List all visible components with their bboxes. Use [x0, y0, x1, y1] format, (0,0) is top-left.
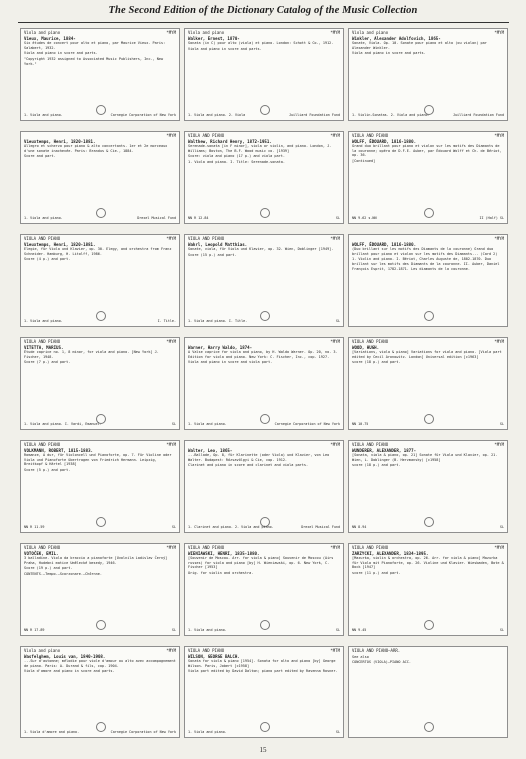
card-line: Viola and piano in score and parts.: [24, 51, 98, 56]
card-line: Score (7 p.) and part.: [24, 360, 71, 365]
card-body: [24, 350, 176, 365]
catalog-card: [348, 234, 508, 327]
catalog-card: [184, 543, 344, 636]
catalog-card: [20, 234, 180, 327]
card-body: [24, 41, 176, 66]
catalog-card: [184, 131, 344, 224]
card-hole: [424, 722, 434, 732]
fund-note: SL: [171, 422, 176, 427]
subject-heading: Viola and piano: [352, 30, 389, 35]
call-number: *MYM: [166, 442, 176, 447]
main-entry: Vieuxtemps, Henri, 1820-1881.: [24, 138, 96, 144]
card-line: (Duo brillant sur les motifs des Diamants de la couronne) Grand duo brillant pour piano et violon sur les motifs des Diamants... (Card 2): [352, 247, 498, 256]
card-line: Viola part edited by David Dalton; piano part edited by Ravenna Rosner.: [188, 669, 338, 674]
card-line: See also: [352, 654, 369, 659]
card-line: Grand duo brillant pour piano et violon sur les motifs des Diamants de la couronne; opéra de D.F.E. Auber, par Édouard Wolff et Ch. de Bériot, op. 36.: [352, 144, 502, 158]
card-line: Elegie, für Viola und Klavier, op. 30. Elegy, and orchestra from Franz Schneider. Hamburg, H. Litolff, 1986.: [24, 247, 172, 256]
fund-note: Drexel Musical Fund: [137, 216, 176, 221]
card-line: Orig. for violin and orchestra.: [188, 570, 254, 575]
card-body: [352, 453, 504, 468]
catalog-card: [184, 440, 344, 533]
call-number: *MYM: [330, 545, 340, 550]
card-line: Allegro et scherzo pour piano & alto concertants. 1er et 2e morceaux d'une sonate inachevée. Paris: Brandus & Cie., 1884.: [24, 144, 168, 153]
tracing: NN 8.94: [352, 525, 367, 530]
main-entry: Vieux, Maurice, 1884-: [24, 35, 76, 41]
catalog-card: [348, 543, 508, 636]
call-number: *MYM: [330, 442, 340, 447]
card-line: [Mazurka, violin & orchestra, op. 26. Arr. for viola & piano] Mazurka für Viola mit Pianoforte, op. 26. Violine und Klavier. Wiesbaden, Bote & Bock [1947]: [352, 556, 504, 570]
card-line: Score and part.: [24, 154, 56, 159]
tracing: NN R 17.89: [24, 628, 45, 633]
tracing: 1. Violin-Sonatas. 2. Viola and piano.: [352, 113, 430, 118]
card-line: Étude caprice no. 1, 8 minor, for viola and piano. [New York] J. Fischer, 1948.: [24, 350, 159, 359]
card-line: Score (19 p.) and part.: [24, 566, 73, 571]
fund-note: SL: [171, 525, 176, 530]
card-line: Viola d'amore and piano in score and parts.: [24, 669, 115, 674]
tracing: 1. Clarinet and piano. 2. Viola and piano.: [188, 525, 274, 530]
fund-note: SL: [335, 730, 340, 735]
catalog-card: [184, 337, 344, 430]
catalog-card: [184, 28, 344, 121]
main-entry: Winkler, Alexander Adolfovich, 1865-: [352, 35, 441, 41]
card-line: Clarinet and piano in score and clarinet and viola parts.: [188, 463, 309, 468]
card-line: [Sonata, viola & piano, op. 21] Sonate für Viola und Klavier, op. 21. Wien, L. Doblinger (B. Herzmansky) [c1958]: [352, 453, 498, 462]
card-line: ...Sur d'automne; mélodie pour viole d'amour ou alto avec accompagnement de piano. Paris: A. Durand & fils, cop. 1904.: [24, 659, 176, 668]
card-line: CONCERTOS (VIOLA)—PIANO ACC.: [352, 660, 412, 665]
card-line: Sonate, viola, für Viola und Klavier, op. 32. Wien, Doblinger [1949].: [188, 247, 334, 252]
tracing: 1. Viola and piano.: [188, 730, 227, 735]
main-entry: VITETTA, MARIUS.: [24, 344, 64, 350]
tracing: 1. Viola and piano.: [24, 319, 63, 324]
subject-heading: VIOLA AND PIANO: [24, 545, 61, 550]
card-line: [Souvenir de Moscou. Arr. for viola & piano] Souvenir de Moscou (Airs russes) for viola and piano [by] H. Wieniawski, op. 6. New York, C. Fischer [1953]: [188, 556, 334, 570]
call-number: *MYM: [166, 648, 176, 653]
card-line: ...Ballade, Op. 8, für Klarinette (oder Viola) und Klavier, von Leo Walter. Budapest: Rózsavölgyi & Cie, cop. 1912.: [188, 453, 330, 462]
card-line: 3 balladine. Viola da braccio a pianoforte [Uvolnila Ladislav Černý] Praha, Hudební matice Umělecké besedy, 1946.: [24, 556, 168, 565]
fund-note: Juilliard Foundation Fund: [288, 113, 340, 118]
catalog-card: [348, 646, 508, 738]
card-body: [24, 247, 176, 262]
subject-heading: Viola and piano: [24, 30, 61, 35]
catalog-card: [348, 440, 508, 533]
fund-note: SL: [499, 525, 504, 530]
call-number: *MYM: [166, 133, 176, 138]
subject-heading: VIOLA AND PIANO: [188, 236, 225, 241]
card-line: Six études de concert pour alto et piano, par Maurice Vieux. Paris: Salabert, 1932.: [24, 41, 166, 50]
tracing: 1. Viola and piano.: [188, 422, 227, 427]
main-entry: Walker, Ernest, 1870-: [188, 35, 240, 41]
subject-heading: VIOLA AND PIANO: [188, 545, 225, 550]
fund-note: II (Half) SL: [479, 216, 504, 221]
call-number: *MYM: [166, 339, 176, 344]
call-number: *MYM: [330, 30, 340, 35]
tracing: NN R 12.84: [188, 216, 209, 221]
card-line: [Variations, viola & piano] Variations for viola and piano. [Viola part edited by Cecil Aronowitz. London] Universal edition [c1963]: [352, 350, 502, 359]
main-entry: WUNDERER, ALEXANDER, 1877-: [352, 447, 417, 453]
subject-heading: VIOLA AND PIANO: [188, 133, 225, 138]
subject-heading: Viola and piano: [24, 648, 61, 653]
tracing: NN 9.62 s.NN: [352, 216, 377, 221]
main-entry: VOTOČEK, EMIL.: [24, 550, 59, 556]
call-number: *MYM: [494, 339, 504, 344]
catalog-card: [184, 646, 344, 738]
call-number: *MYM: [494, 30, 504, 35]
subject-heading: VIOLA AND PIANO: [352, 339, 389, 344]
catalog-card: [348, 131, 508, 224]
call-number: *MYM: [494, 442, 504, 447]
fund-note: SL: [335, 628, 340, 633]
call-number: *MYM: [494, 236, 504, 241]
page-number: 15: [259, 746, 267, 754]
card-body: [352, 247, 504, 271]
card-body: [352, 556, 504, 575]
call-number: *MYM: [494, 545, 504, 550]
card-body: [188, 41, 340, 51]
fund-note: Carnegie Corporation of New York: [110, 730, 176, 735]
main-entry: Wahrl, Leopold Matthias.: [188, 241, 248, 247]
call-number: *MYM: [166, 545, 176, 550]
catalog-card: [20, 543, 180, 636]
card-body: [24, 659, 176, 674]
catalog-card: [348, 28, 508, 121]
card-line: Viola and piano in score and parts.: [352, 51, 426, 56]
tracing: NN 9.45: [352, 628, 367, 633]
tracing: 1. Viola and piano.: [188, 628, 227, 633]
card-line: CONTENTS.—Tempo.—Scorzonare.—Chôrnne.: [24, 571, 102, 576]
subject-heading: VIOLA AND PIANO: [352, 442, 389, 447]
call-number: *MYM: [494, 133, 504, 138]
card-hole: [424, 311, 434, 321]
tracing: 1. Viola and piano. 2. Viola: [188, 113, 246, 118]
card-grid: [20, 28, 508, 740]
catalog-card: [20, 646, 180, 738]
card-line: 1. Viola and piano. I. Title: Serenade-sonata.: [188, 159, 285, 164]
card-line: Score (4 p.) and part.: [24, 257, 71, 262]
tracing: NN R 11.59: [24, 525, 45, 530]
main-entry: WILSON, GEORGE BALCH.: [188, 653, 240, 659]
card-body: [188, 659, 340, 674]
card-body: [188, 453, 340, 468]
main-entry: Wasfelghem, Louis van, 1840-1908.: [24, 653, 106, 659]
main-entry: Walthew, Richard Henry, 1872-1951.: [188, 138, 272, 144]
fund-note: I. Title.: [157, 319, 176, 324]
card-line: Viola and piano in score and parts.: [188, 46, 262, 51]
card-body: [188, 556, 340, 575]
fund-note: SL: [335, 216, 340, 221]
subject-heading: VIOLA AND PIANO: [24, 236, 61, 241]
card-body: [352, 41, 504, 56]
subject-heading: Viola and piano: [188, 30, 225, 35]
tracing: 1. Viola and piano.: [24, 113, 63, 118]
catalog-card: [348, 337, 508, 430]
card-line: Sonate, Viola. Op. 10. Sonate pour piano et alto (ou violon) par Alexander Winkler.: [352, 41, 487, 50]
call-number: *MYM: [330, 236, 340, 241]
card-body: [24, 556, 176, 576]
tracing: 1. Viola d'amore and piano.: [24, 730, 80, 735]
subject-heading: VIOLA AND PIANO: [188, 648, 225, 653]
catalog-card: [20, 337, 180, 430]
card-line: Score (5 p.) and part.: [24, 467, 71, 472]
page-header: The Second Edition of the Dictionary Catalog of the Music Collection: [108, 5, 418, 16]
card-body: [352, 655, 504, 665]
call-number: *MYM: [330, 339, 340, 344]
fund-note: Drexel Musical Fund: [301, 525, 340, 530]
card-line: Score: viola and piano (17 p.) and viola part.: [188, 154, 285, 159]
subject-heading: VIOLA AND PIANO: [24, 442, 61, 447]
catalog-card: [20, 440, 180, 533]
card-body: [352, 144, 504, 163]
card-line: Sonata (in C) pour alto (viola) et piano. London: Schott & Co., 1912.: [188, 41, 334, 46]
subject-heading: VIOLA AND PIANO: [24, 339, 61, 344]
fund-note: Juilliard Foundation Fund: [452, 113, 504, 118]
call-number: *MYM: [330, 133, 340, 138]
main-entry: VOLKMANN, ROBERT, 1815-1883.: [24, 447, 94, 453]
tracing: 1. Viola and piano. I. Vardi, Emanuel.: [24, 422, 102, 427]
card-body: [24, 453, 176, 472]
card-line: [Continued]: [352, 158, 376, 163]
card-line: Score (15 p.) and part.: [188, 252, 237, 257]
tracing: 1. Viola and piano. I. Title.: [188, 319, 248, 324]
card-line: "Copyright 1932 assigned to Associated Music Publishers, Inc., New York.": [24, 56, 164, 66]
card-line: A Valse caprice for viola and piano, by H. Waldo Warner. Op. 20, no. 3. Edition for viola and piano. New York: C. Fischer, Inc., cop. 1927.: [188, 350, 338, 359]
catalog-card: [20, 28, 180, 121]
card-body: [352, 350, 504, 365]
tracing: NN 10.75: [352, 422, 369, 427]
card-body: [24, 144, 176, 159]
tracing: 1. Viola and piano.: [24, 216, 63, 221]
subject-heading: VIOLA AND PIANO: [352, 133, 389, 138]
card-line: Viola and piano in score and viola part.: [188, 360, 273, 365]
subject-heading: VIOLA AND PIANO—ARR.: [352, 648, 401, 653]
card-line: score (18 p.) and part.: [352, 360, 401, 365]
card-line: score (11 p.) and part.: [352, 570, 401, 575]
card-body: [188, 350, 340, 365]
subject-heading: VIOLA AND PIANO: [352, 545, 389, 550]
card-body: [188, 247, 340, 257]
main-entry: Warner, Harry Waldo, 1874-: [188, 344, 253, 350]
card-line: Serenade-sonata [in F minor], viola or violin, and piano. London, J. Williams; Boston, The B.F. Wood music co. [1939]: [188, 144, 332, 153]
main-entry: Walter, Leo, 1865-: [188, 447, 233, 453]
fund-note: Carnegie Corporation of New York: [274, 422, 340, 427]
card-line: Romanze, A dur, für Violoncell und Pianoforte, op. 7. Für Violine oder Viola und Pianoforte übertragen von Friedrich Hermann. Leipzig, Breitkopf & Härtel [1938]: [24, 453, 172, 467]
main-entry: ZARZYCKI, ALEXANDER, 1834-1895.: [352, 550, 429, 556]
fund-note: SL: [335, 319, 340, 324]
card-line: score (18 p.) and part.: [352, 463, 401, 468]
main-entry: WIENIAWSKI, HENRI, 1835-1880.: [188, 550, 260, 556]
card-line: 1. Violin and piano. I. Bériot, Charles Auguste de, 1802-1870. Duo brillant sur les motifs des Diamants de la couronne. II. Auber, Daniel François Esprit, 1782-1871. Les diamants de la couronne.: [352, 257, 500, 271]
card-line: Sonata for viola & piano [1954]. Sonata for alto and piano [by] George Wilson. Paris, Jobert [c1958]: [188, 659, 336, 668]
main-entry: WOLFF, ÉDOUARD, 1816-1880.: [352, 241, 417, 247]
card-body: [188, 144, 340, 164]
fund-note: SL: [499, 628, 504, 633]
fund-note: SL: [499, 422, 504, 427]
main-entry: Vieuxtemps, Henri, 1820-1881.: [24, 241, 96, 247]
call-number: *MTM: [330, 648, 340, 653]
call-number: *MYM: [166, 236, 176, 241]
main-entry: WOLFF, ÉDOUARD, 1816-1880.: [352, 138, 417, 144]
catalog-card: [20, 131, 180, 224]
fund-note: Carnegie Corporation of New York: [110, 113, 176, 118]
header-rule: [18, 22, 509, 23]
call-number: *MYM: [166, 30, 176, 35]
catalog-card: [184, 234, 344, 327]
main-entry: WOOD, HUGH.: [352, 344, 380, 350]
fund-note: SL: [171, 628, 176, 633]
